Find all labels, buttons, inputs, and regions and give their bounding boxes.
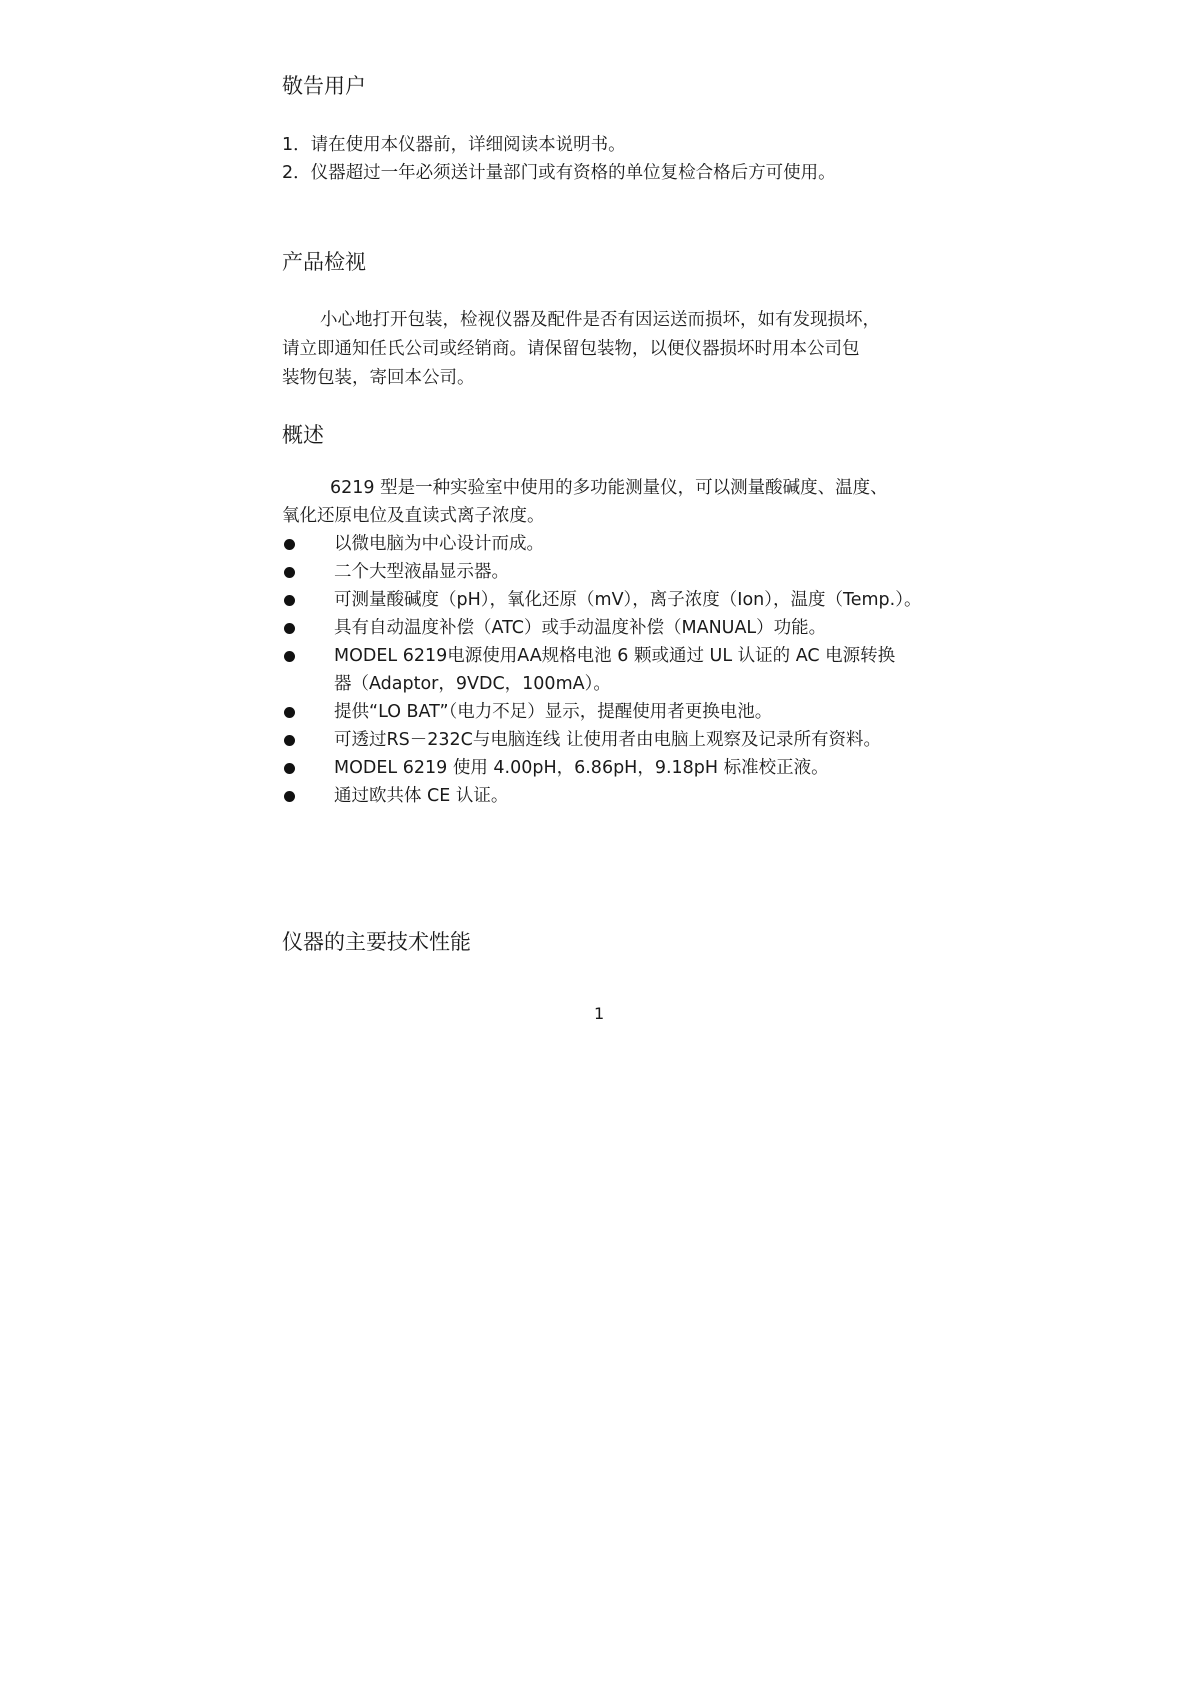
specs-heading: 仪器的主要技术性能	[282, 930, 471, 954]
page-number: 1	[594, 1004, 605, 1023]
bullet-icon	[284, 595, 295, 606]
bullet-icon	[284, 651, 295, 662]
inspection-line-2: 请立即通知任氏公司或经销商。请保留包装物，以便仪器损坏时用本公司包	[282, 339, 860, 359]
overview-heading: 概述	[282, 423, 324, 447]
list-item-text: MODEL 6219电源使用AA规格电池 6 颗或通过 UL 认证的 AC 电源转换	[334, 646, 896, 666]
bullet-icon	[284, 735, 295, 746]
overview-intro-line-1: 6219 型是一种实验室中使用的多功能测量仪，可以测量酸碱度、温度、	[330, 478, 888, 498]
bullet-icon	[284, 707, 295, 718]
inspection-heading: 产品检视	[282, 250, 366, 274]
bullet-icon	[284, 791, 295, 802]
notice-heading: 敬告用户	[282, 74, 366, 98]
inspection-line-3: 装物包装，寄回本公司。	[282, 368, 475, 388]
bullet-icon	[284, 763, 295, 774]
bullet-icon	[284, 567, 295, 578]
list-item-text: 通过欧共体 CE 认证。	[334, 786, 509, 806]
bullet-icon	[284, 539, 295, 550]
notice-item-1: 1．请在使用本仪器前，详细阅读本说明书。	[282, 135, 626, 155]
list-item-text: 提供“LO BAT”（电力不足）显示，提醒使用者更换电池。	[334, 702, 773, 722]
inspection-line-1: 小心地打开包装，检视仪器及配件是否有因运送而损坏，如有发现损坏，	[320, 310, 880, 330]
list-item-continuation: 器（Adaptor，9VDC，100mA）。	[334, 674, 611, 694]
list-item-text: 可测量酸碱度（pH），氧化还原（mV），离子浓度（Ion），温度（Temp.）。	[334, 590, 922, 610]
list-item-text: 以微电脑为中心设计而成。	[334, 534, 544, 554]
list-item-text: 可透过RS－232C与电脑连线 让使用者由电脑上观察及记录所有资料。	[334, 730, 881, 750]
list-item-text: 具有自动温度补偿（ATC）或手动温度补偿（MANUAL）功能。	[334, 618, 827, 638]
notice-item-2: 2．仪器超过一年必须送计量部门或有资格的单位复检合格后方可使用。	[282, 163, 836, 183]
list-item-text: 二个大型液晶显示器。	[334, 562, 509, 582]
bullet-icon	[284, 623, 295, 634]
list-item-text: MODEL 6219 使用 4.00pH，6.86pH，9.18pH 标准校正液。	[334, 758, 829, 778]
overview-intro-line-2: 氧化还原电位及直读式离子浓度。	[282, 506, 545, 526]
